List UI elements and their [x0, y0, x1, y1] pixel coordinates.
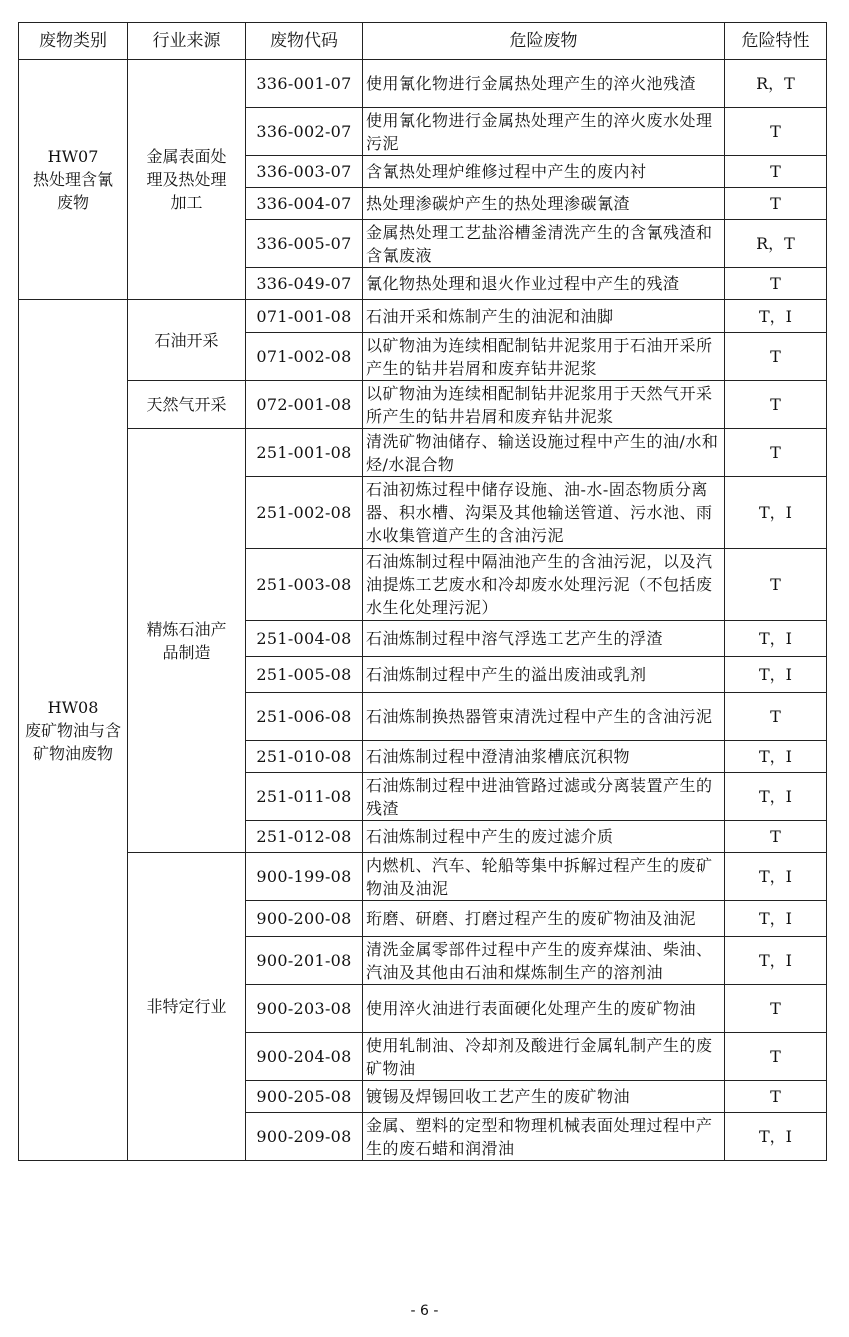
table-row — [19, 300, 827, 333]
waste-code-cell: 251-012-08 — [246, 821, 363, 853]
waste-code-cell: 336-004-07 — [246, 188, 363, 220]
header-code: 废物代码 — [246, 23, 363, 60]
waste-code-cell: 071-002-08 — [246, 333, 363, 381]
hazard-property-cell: T，I — [725, 621, 827, 657]
waste-description-cell: 使用轧制油、冷却剂及酸进行金属轧制产生的废矿物油 — [363, 1033, 725, 1081]
waste-description-cell: 热处理渗碳炉产生的热处理渗碳氰渣 — [363, 188, 725, 220]
waste-code-cell: 072-001-08 — [246, 381, 363, 429]
waste-code-cell: 251-006-08 — [246, 693, 363, 741]
waste-description-cell: 以矿物油为连续相配制钻井泥浆用于天然气开采所产生的钻井岩屑和废弃钻井泥浆 — [363, 381, 725, 429]
hazard-property-cell: T — [725, 381, 827, 429]
industry-source-cell: 非特定行业 — [128, 853, 246, 1161]
waste-code-cell: 336-003-07 — [246, 156, 363, 188]
hazard-property-cell: T — [725, 549, 827, 621]
hazard-property-cell: R，T — [725, 60, 827, 108]
hazard-property-cell: T — [725, 1033, 827, 1081]
waste-code-cell: 251-005-08 — [246, 657, 363, 693]
table-body — [19, 60, 827, 1161]
header-hazard: 危险特性 — [725, 23, 827, 60]
header-category: 废物类别 — [19, 23, 128, 60]
waste-code-cell: 336-001-07 — [246, 60, 363, 108]
waste-category-cell: HW08 废矿物油与含 矿物油废物 — [19, 300, 128, 1161]
waste-description-cell: 石油炼制过程中隔油池产生的含油污泥，以及汽油提炼工艺废水和冷却废水处理污泥（不包括废水生化处理污泥） — [363, 549, 725, 621]
hazard-property-cell: T，I — [725, 741, 827, 773]
hazard-property-cell: T — [725, 821, 827, 853]
waste-category-cell: HW07 热处理含氰 废物 — [19, 60, 128, 300]
waste-code-cell: 251-002-08 — [246, 477, 363, 549]
hazard-property-cell: T — [725, 108, 827, 156]
waste-description-cell: 金属热处理工艺盐浴槽釜清洗产生的含氰残渣和含氰废液 — [363, 220, 725, 268]
waste-description-cell: 清洗矿物油储存、输送设施过程中产生的油/水和烃/水混合物 — [363, 429, 725, 477]
waste-description-cell: 使用氰化物进行金属热处理产生的淬火池残渣 — [363, 60, 725, 108]
waste-code-cell: 900-201-08 — [246, 937, 363, 985]
waste-description-cell: 石油炼制过程中产生的溢出废油或乳剂 — [363, 657, 725, 693]
waste-code-cell: 900-205-08 — [246, 1081, 363, 1113]
waste-code-cell: 251-003-08 — [246, 549, 363, 621]
hazard-property-cell: R，T — [725, 220, 827, 268]
waste-description-cell: 石油炼制过程中进油管路过滤或分离装置产生的残渣 — [363, 773, 725, 821]
waste-code-cell: 251-001-08 — [246, 429, 363, 477]
hazard-property-cell: T — [725, 1081, 827, 1113]
waste-description-cell: 金属、塑料的定型和物理机械表面处理过程中产生的废石蜡和润滑油 — [363, 1113, 725, 1161]
hazardous-waste-table — [18, 22, 827, 1161]
table-row — [19, 853, 827, 901]
waste-code-cell: 900-209-08 — [246, 1113, 363, 1161]
waste-code-cell: 900-200-08 — [246, 901, 363, 937]
waste-description-cell: 石油炼制换热器管束清洗过程中产生的含油污泥 — [363, 693, 725, 741]
waste-description-cell: 使用淬火油进行表面硬化处理产生的废矿物油 — [363, 985, 725, 1033]
waste-description-cell: 清洗金属零部件过程中产生的废弃煤油、柴油、汽油及其他由石油和煤炼制生产的溶剂油 — [363, 937, 725, 985]
waste-code-cell: 251-011-08 — [246, 773, 363, 821]
waste-description-cell: 氰化物热处理和退火作业过程中产生的残渣 — [363, 268, 725, 300]
waste-code-cell: 336-005-07 — [246, 220, 363, 268]
hazard-property-cell: T，I — [725, 853, 827, 901]
industry-source-cell: 精炼石油产 品制造 — [128, 429, 246, 853]
table-row — [19, 60, 827, 108]
industry-source-cell: 石油开采 — [128, 300, 246, 381]
waste-description-cell: 石油初炼过程中储存设施、油-水-固态物质分离器、积水槽、沟渠及其他输送管道、污水池、雨水收集管道产生的含油污泥 — [363, 477, 725, 549]
hazard-property-cell: T — [725, 693, 827, 741]
hazard-property-cell: T，I — [725, 1113, 827, 1161]
waste-code-cell: 900-199-08 — [246, 853, 363, 901]
hazard-property-cell: T — [725, 156, 827, 188]
waste-description-cell: 内燃机、汽车、轮船等集中拆解过程产生的废矿物油及油泥 — [363, 853, 725, 901]
hazard-property-cell: T，I — [725, 773, 827, 821]
header-waste: 危险废物 — [363, 23, 725, 60]
waste-code-cell: 251-004-08 — [246, 621, 363, 657]
hazard-property-cell: T — [725, 429, 827, 477]
waste-description-cell: 珩磨、研磨、打磨过程产生的废矿物油及油泥 — [363, 901, 725, 937]
waste-description-cell: 含氰热处理炉维修过程中产生的废内衬 — [363, 156, 725, 188]
hazard-property-cell: T，I — [725, 937, 827, 985]
industry-source-cell: 天然气开采 — [128, 381, 246, 429]
waste-description-cell: 镀锡及焊锡回收工艺产生的废矿物油 — [363, 1081, 725, 1113]
hazard-property-cell: T — [725, 268, 827, 300]
waste-description-cell: 石油炼制过程中产生的废过滤介质 — [363, 821, 725, 853]
hazard-property-cell: T — [725, 985, 827, 1033]
waste-code-cell: 900-204-08 — [246, 1033, 363, 1081]
waste-code-cell: 251-010-08 — [246, 741, 363, 773]
waste-code-cell: 900-203-08 — [246, 985, 363, 1033]
header-row — [19, 23, 827, 60]
waste-description-cell: 以矿物油为连续相配制钻井泥浆用于石油开采所产生的钻井岩屑和废弃钻井泥浆 — [363, 333, 725, 381]
waste-description-cell: 石油炼制过程中溶气浮选工艺产生的浮渣 — [363, 621, 725, 657]
waste-code-cell: 336-049-07 — [246, 268, 363, 300]
waste-code-cell: 071-001-08 — [246, 300, 363, 333]
waste-code-cell: 336-002-07 — [246, 108, 363, 156]
hazard-property-cell: T，I — [725, 657, 827, 693]
header-source: 行业来源 — [128, 23, 246, 60]
hazard-property-cell: T — [725, 333, 827, 381]
waste-description-cell: 使用氰化物进行金属热处理产生的淬火废水处理污泥 — [363, 108, 725, 156]
hazard-property-cell: T，I — [725, 300, 827, 333]
hazard-property-cell: T，I — [725, 477, 827, 549]
waste-description-cell: 石油开采和炼制产生的油泥和油脚 — [363, 300, 725, 333]
hazard-property-cell: T，I — [725, 901, 827, 937]
page-number: - 6 - — [410, 1303, 439, 1319]
hazard-property-cell: T — [725, 188, 827, 220]
waste-description-cell: 石油炼制过程中澄清油浆槽底沉积物 — [363, 741, 725, 773]
industry-source-cell: 金属表面处 理及热处理 加工 — [128, 60, 246, 300]
table-row — [19, 429, 827, 477]
table-row — [19, 381, 827, 429]
